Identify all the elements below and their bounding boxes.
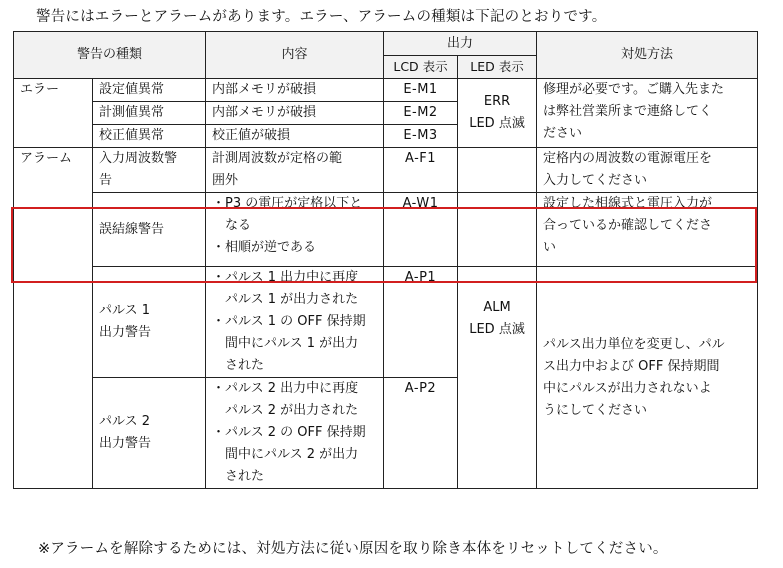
lcd-code: E-M2 <box>384 102 458 125</box>
warning-content <box>206 148 384 193</box>
intro-text: 警告にはエラーとアラームがあります。エラー、アラームの種類は下記のとおりです。 <box>36 9 607 25</box>
remedy-error <box>537 79 758 148</box>
remedy-line: は弊社営業所まで連絡してく <box>543 104 713 119</box>
content-line: パルス 2 が出力された <box>212 403 359 418</box>
content-line: ・P3 の電圧が定格以下と <box>212 196 363 211</box>
remedy-pulse <box>537 267 758 489</box>
header-content: 内容 <box>206 32 384 79</box>
led-err-label: ERR <box>483 94 511 109</box>
remedy-line: うにしてください <box>543 402 648 418</box>
header-output: 出力 <box>384 32 537 56</box>
warning-content <box>206 267 384 378</box>
header-lcd: LCD 表示 <box>384 56 458 79</box>
remedy-wiring <box>537 193 758 267</box>
remedy-line: ス出力中および OFF 保持期間 <box>543 358 720 374</box>
content-line: 計測周波数が定格の範 <box>212 151 343 166</box>
content-line: 間中にパルス 1 が出力 <box>212 336 359 351</box>
table-row <box>14 148 758 193</box>
header-type: 警告の種類 <box>14 32 206 79</box>
warning-content <box>206 378 384 489</box>
remedy-line: 中にパルスが出力されないよ <box>543 380 712 396</box>
warning-content: 内部メモリが破損 <box>206 102 384 125</box>
warning-name <box>93 378 206 489</box>
table-row <box>14 193 758 267</box>
header-remedy: 対処方法 <box>537 32 758 79</box>
remedy-line: ださい <box>543 126 583 141</box>
content-line: ・パルス 2 出力中に再度 <box>212 381 359 396</box>
led-alm-cell <box>458 267 537 489</box>
warning-name: 設定値異常 <box>93 79 206 102</box>
led-empty-cell <box>458 148 537 193</box>
warning-name-line: パルス 1 <box>99 303 151 318</box>
remedy-line: 入力してください <box>543 173 648 188</box>
remedy-line: 設定した相線式と電圧入力が <box>543 196 713 211</box>
warning-name: 校正値異常 <box>93 125 206 148</box>
table-row <box>14 79 758 102</box>
lcd-code: A-W1 <box>384 193 458 267</box>
lcd-code: E-M1 <box>384 79 458 102</box>
warning-content: 校正値が破損 <box>206 125 384 148</box>
content-line: ・パルス 1 の OFF 保持期 <box>212 314 366 329</box>
remedy-frequency <box>537 148 758 193</box>
warning-name <box>93 148 206 193</box>
warning-name: 誤結線警告 <box>93 193 206 267</box>
content-line: 間中にパルス 2 が出力 <box>212 447 359 462</box>
content-line: パルス 1 が出力された <box>212 292 359 307</box>
led-err-cell <box>458 79 537 148</box>
remedy-line: パルス出力単位を変更し、パル <box>543 336 725 352</box>
warning-name-line: パルス 2 <box>99 414 151 429</box>
warning-table <box>13 31 758 489</box>
header-led: LED 表示 <box>458 56 537 79</box>
lcd-code: A-P1 <box>384 267 458 378</box>
category-alarm: アラーム <box>14 148 93 489</box>
led-alm-label: ALM <box>483 300 511 315</box>
content-line: された <box>212 358 265 373</box>
led-err-blink: LED 点滅 <box>469 116 525 131</box>
table-row <box>14 267 758 378</box>
lcd-code: E-M3 <box>384 125 458 148</box>
content-line: 囲外 <box>212 173 239 188</box>
led-alm-blink: LED 点滅 <box>469 322 525 337</box>
note-text: ※アラームを解除するためには、対処方法に従い原因を取り除き本体をリセットしてください。 <box>38 541 668 557</box>
content-line: なる <box>212 218 252 233</box>
warning-name-line: 出力警告 <box>99 436 152 451</box>
category-error: エラー <box>14 79 93 148</box>
remedy-line: 合っているか確認してくださ <box>543 218 713 233</box>
warning-name: 計測値異常 <box>93 102 206 125</box>
content-line: ・パルス 1 出力中に再度 <box>212 270 359 285</box>
warning-content <box>206 193 384 267</box>
remedy-line: い <box>543 240 557 255</box>
led-empty-cell <box>458 193 537 267</box>
lcd-code: A-P2 <box>384 378 458 489</box>
content-line: ・パルス 2 の OFF 保持期 <box>212 425 366 440</box>
warning-name-line: 出力警告 <box>99 325 152 340</box>
remedy-line: 修理が必要です。ご購入先また <box>543 82 724 97</box>
remedy-line: 定格内の周波数の電源電圧を <box>543 151 713 166</box>
warning-name-line: 告 <box>99 173 113 188</box>
warning-content: 内部メモリが破損 <box>206 79 384 102</box>
content-line: ・相順が逆である <box>212 240 317 255</box>
warning-name <box>93 267 206 378</box>
content-line: された <box>212 469 265 484</box>
warning-name-line: 入力周波数警 <box>99 151 178 166</box>
lcd-code: A-F1 <box>384 148 458 193</box>
